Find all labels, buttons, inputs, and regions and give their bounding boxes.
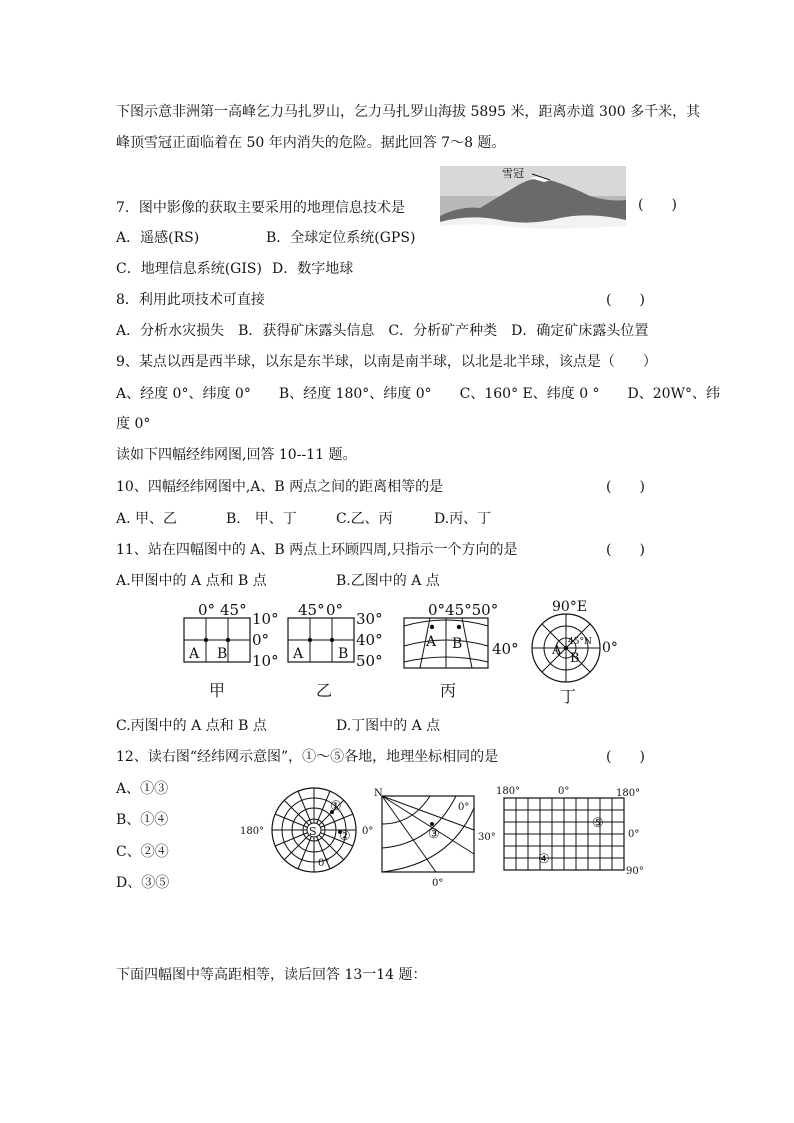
yi-caption: 乙 <box>316 681 333 700</box>
q12-option-b: B、①④ <box>116 812 169 828</box>
intro2: 读如下四幅经纬网图,回答 10--11 题。 <box>116 447 357 463</box>
q10-answer-paren: ( ) <box>606 479 645 495</box>
quad-top-label: 0° <box>458 802 470 813</box>
intro3: 下面四幅图中等高距相等，读后回答 13一14 题： <box>116 967 427 983</box>
bing-top-labels: 0°45°50° <box>428 601 499 619</box>
jia-right-3: 10° <box>252 652 279 670</box>
yi-right-1: 30° <box>356 610 383 628</box>
grid-jia <box>184 601 279 700</box>
q9-stem: 9、某点以西是西半球，以东是东半球，以南是南半球，以北是北半球，该点是（ ） <box>116 354 657 370</box>
rect-right-90-label: 90° <box>626 866 644 877</box>
yi-top-2: 0° <box>326 601 344 619</box>
q8-stem: 8．利用此项技术可直接 <box>116 292 265 308</box>
q8-options: A．分析水灾损失 B．获得矿床露头信息 C．分析矿产种类 D．确定矿床露头位置 <box>116 323 649 339</box>
rect-grid-map <box>496 786 644 877</box>
q9-options-line-1: A、经度 0°、纬度 0° B、经度 180°、纬度 0° C、160° E、纬度 0 ° D、20W°、纬 <box>116 386 720 402</box>
polar-bottom-label: 0° <box>318 858 330 869</box>
polar-left-label: 180° <box>240 826 265 837</box>
q12-option-a: A、①③ <box>116 781 169 797</box>
polar-center-label: S <box>309 825 317 838</box>
jia-right-2: 0° <box>252 631 270 649</box>
q10-option-a: A. 甲、乙 <box>116 511 178 527</box>
q12-maps-figure <box>236 784 656 894</box>
q11-option-a: A.甲图中的 A 点和 B 点 <box>116 573 267 589</box>
q10-option-b: B. 甲、丁 <box>226 511 297 527</box>
quad-right-label: 30° <box>478 832 496 843</box>
yi-top-1: 45° <box>298 601 325 619</box>
q7-option-c: C．地理信息系统(GIS) <box>116 261 262 277</box>
quadrant-map <box>374 788 496 889</box>
q9-options-line-2: 度 0° <box>116 416 151 432</box>
ding-right-label: 0° <box>602 640 618 656</box>
grid-bing <box>404 601 519 700</box>
yi-point-b: B <box>338 646 349 662</box>
quad-point-3: ③ <box>428 827 440 842</box>
yi-right-2: 40° <box>356 631 383 649</box>
q11-stem: 11、站在四幅图中的 A、B 两点上环顾四周,只指示一个方向的是 <box>116 542 518 558</box>
snow-cap-label: 雪冠 <box>502 167 524 180</box>
q10-stem: 10、四幅经纬网图中,A、B 两点之间的距离相等的是 <box>116 479 444 495</box>
jia-top-2: 45° <box>220 601 247 619</box>
rect-right-0-label: 0° <box>628 829 640 840</box>
q11-option-d: D.丁图中的 A 点 <box>336 718 441 734</box>
ding-point-a: A <box>552 643 562 658</box>
yi-right-3: 50° <box>356 652 383 670</box>
q11-answer-paren: ( ) <box>606 542 645 558</box>
ding-lat-label: 45°N <box>568 637 592 647</box>
mountain-photo <box>440 166 626 232</box>
ding-top-label: 90°E <box>552 599 588 615</box>
rect-top-right-label: 180° <box>616 788 641 799</box>
q11-option-b: B.乙图中的 A 点 <box>336 573 440 589</box>
q7-answer-paren: ( ) <box>638 197 677 213</box>
q7-stem: 7．图中影像的获取主要采用的地理信息技术是 <box>116 200 405 216</box>
polar-point-1: ① <box>330 799 342 814</box>
bing-caption: 丙 <box>440 681 457 700</box>
ding-point-b: B <box>570 651 580 666</box>
q12-answer-paren: ( ) <box>606 749 645 765</box>
q7-option-a: A．遥感(RS) <box>116 230 200 246</box>
jia-right-1: 10° <box>252 610 279 628</box>
bing-right-label: 40° <box>492 640 519 658</box>
polar-point-2: ② <box>339 829 351 844</box>
q11-option-c: C.丙图中的 A 点和 B 点 <box>116 718 267 734</box>
polar-right-label: 0° <box>362 826 374 837</box>
jia-point-b: B <box>217 646 228 662</box>
jia-caption: 甲 <box>209 681 226 700</box>
bing-point-a: A <box>426 634 437 650</box>
grid-ding <box>532 599 618 706</box>
grid-yi <box>288 601 383 700</box>
rect-point-5: ⑤ <box>592 816 604 831</box>
bing-point-b: B <box>452 636 463 652</box>
q7-option-d: D．数字地球 <box>272 261 354 277</box>
polar-map <box>240 788 373 872</box>
yi-point-a: A <box>293 646 304 662</box>
q12-option-c: C、②④ <box>116 844 169 860</box>
intro-line-1: 下图示意非洲第一高峰乞力马扎罗山，乞力马扎罗山海拔 5895 米，距离赤道 300 多千米，其 <box>116 104 701 120</box>
q7-option-b: B．全球定位系统(GPS) <box>266 230 416 246</box>
jia-top-1: 0° <box>198 601 216 619</box>
intro-line-2: 峰顶雪冠正面临着在 50 年内消失的危险。据此回答 7～8 题。 <box>116 135 506 151</box>
ding-caption: 丁 <box>560 687 577 706</box>
latlon-grids-figure <box>176 600 616 710</box>
rect-point-4: ④ <box>538 852 550 867</box>
quad-n-label: N <box>374 788 383 799</box>
q12-stem: 12、读右图“经纬网示意图”，①～⑤各地，地理坐标相同的是 <box>116 749 499 765</box>
rect-top-left-label: 180° <box>496 786 521 797</box>
jia-point-a: A <box>189 646 200 662</box>
q10-option-c: C.乙、丙 <box>336 511 393 527</box>
rect-top-mid-label: 0° <box>558 786 570 797</box>
q10-option-d: D.丙、丁 <box>434 511 492 527</box>
quad-bottom-label: 0° <box>432 878 444 889</box>
q8-answer-paren: ( ) <box>606 292 645 308</box>
q12-option-d: D、③⑤ <box>116 875 170 891</box>
